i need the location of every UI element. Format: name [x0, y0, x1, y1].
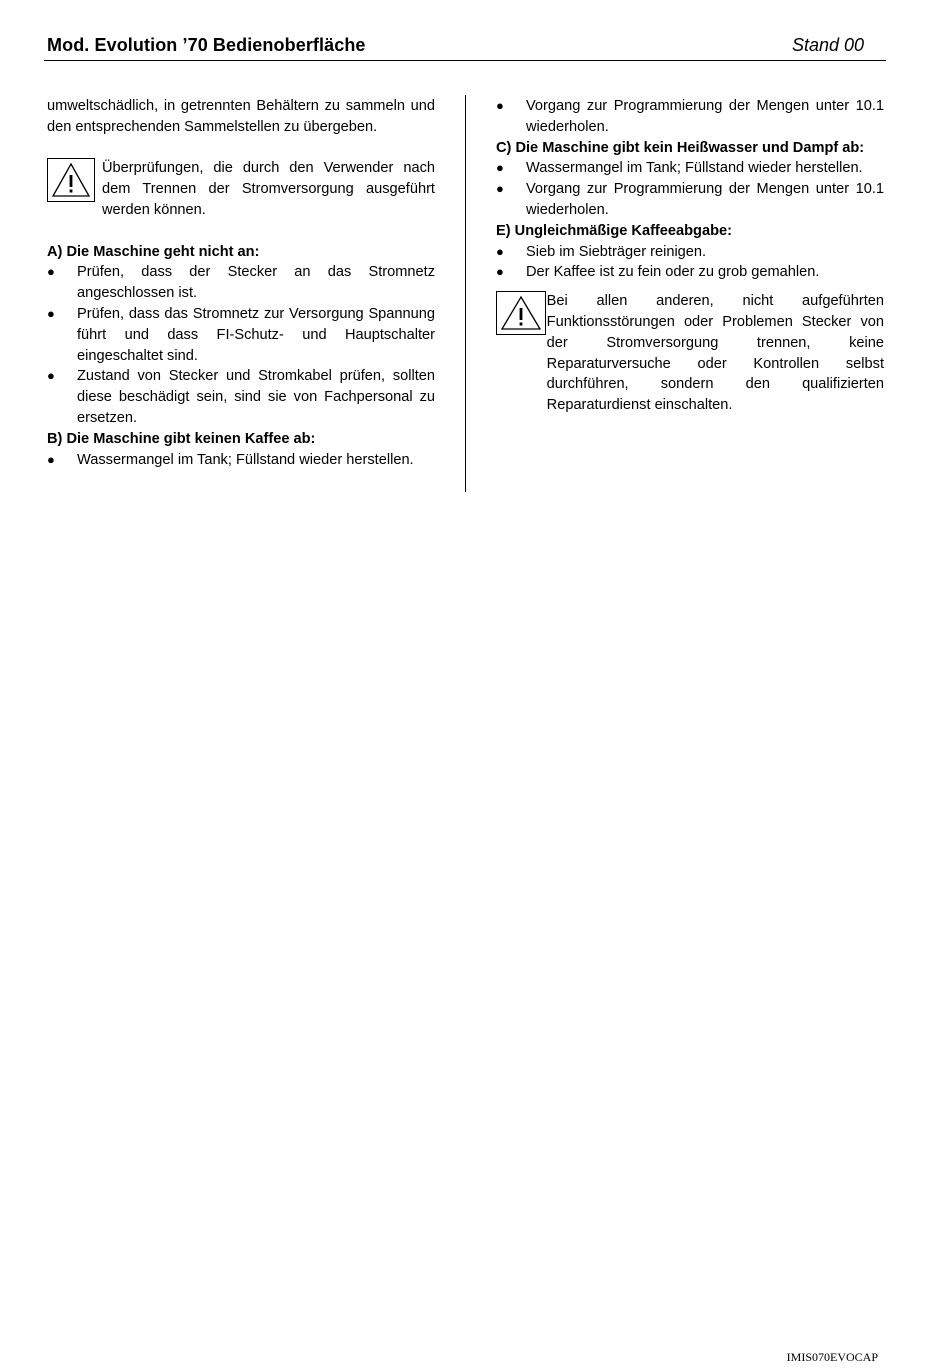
- continued-list: [496, 96, 884, 138]
- section-b-heading: B) Die Maschine gibt keinen Kaffee ab:: [47, 430, 316, 447]
- bullet-icon: ●: [47, 368, 55, 384]
- warning-text: Bei allen anderen, nicht aufgeführten Funktionsstörungen oder Problemen Stecker von der Stromversorgung trennen, keine Reparaturversuche oder Kontrollen selbst durchführen, sondern den qualifizierten Reparaturdienst einschalten.: [546, 293, 884, 414]
- right-column: [496, 96, 884, 416]
- list-item: ● Der Kaffee ist zu fein oder zu grob gemahlen.: [496, 262, 884, 283]
- bullet-icon: ●: [47, 451, 55, 467]
- list-item: ● Sieb im Siebträger reinigen.: [496, 242, 884, 263]
- list-item: ● Zustand von Stecker und Stromkabel prüfen, sollten diese beschädigt sein, sind sie von Fachpersonal zu ersetzen.: [47, 368, 435, 426]
- section-e-list: [496, 242, 884, 284]
- document-title: Mod. Evolution ’70 Bedienoberfläche: [47, 35, 366, 55]
- section-c-heading: C) Die Maschine gibt kein Heißwasser und Dampf ab:: [496, 139, 865, 156]
- list-item: ● Vorgang zur Programmierung der Mengen unter 10.1 wiederholen.: [496, 98, 884, 135]
- warning-block: [496, 291, 884, 416]
- list-item: ● Wassermangel im Tank; Füllstand wieder herstellen.: [47, 450, 435, 471]
- page-header: [44, 34, 886, 61]
- bullet-icon: ●: [496, 98, 504, 113]
- list-item: ● Prüfen, dass der Stecker an das Stromnetz angeschlossen ist.: [47, 264, 435, 302]
- section-a-heading: A) Die Maschine geht nicht an:: [47, 243, 260, 260]
- section-b-list: [47, 450, 435, 471]
- section-a-list: [47, 262, 435, 428]
- intro-paragraph: umweltschädlich, in getrennten Behältern zu sammeln und den entsprechenden Sammelstellen zu übergeben.: [47, 98, 435, 135]
- bullet-icon: ●: [496, 264, 504, 280]
- section-e-heading: E) Ungleichmäßige Kaffeeabgabe:: [496, 222, 732, 239]
- revision-label: Stand 00: [791, 35, 864, 55]
- bullet-icon: ●: [47, 264, 55, 280]
- bullet-icon: ●: [496, 243, 504, 259]
- warning-text: Überprüfungen, die durch den Verwender nach dem Trennen der Stromversorgung ausgeführt werden können.: [101, 160, 435, 218]
- warning-triangle-icon: [47, 158, 95, 202]
- warning-triangle-icon: [496, 291, 546, 335]
- list-item: ● Wassermangel im Tank; Füllstand wieder herstellen.: [496, 158, 884, 179]
- section-c-list: [496, 158, 884, 220]
- bullet-icon: ●: [496, 160, 504, 176]
- document-code: IMIS070EVOCAP: [786, 1350, 878, 1364]
- bullet-icon: ●: [496, 181, 504, 197]
- left-column: [47, 96, 435, 470]
- list-item: ● Prüfen, dass das Stromnetz zur Versorgung Spannung führt und dass FI-Schutz- und Hauptschalter eingeschaltet sind.: [47, 305, 435, 364]
- column-divider: [465, 95, 466, 492]
- bullet-icon: ●: [47, 305, 55, 321]
- list-item: ● Vorgang zur Programmierung der Mengen unter 10.1 wiederholen.: [496, 181, 884, 218]
- warning-block: [47, 158, 435, 220]
